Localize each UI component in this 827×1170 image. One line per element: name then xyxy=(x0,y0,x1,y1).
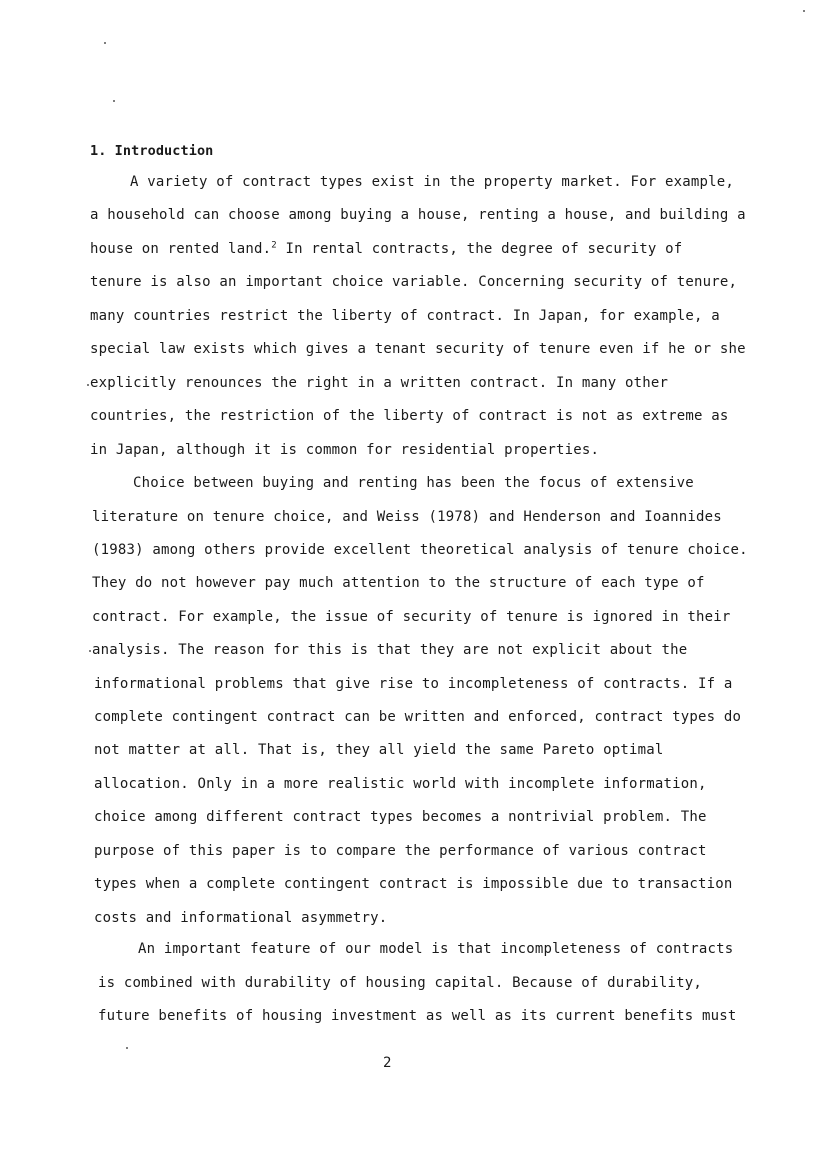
paragraph-line-text: house on rented land. xyxy=(90,241,272,257)
paragraph-line: They do not however pay much attention to the structure of each type of xyxy=(92,575,705,591)
paragraph-line: analysis. The reason for this is that they are not explicit about the xyxy=(92,642,688,658)
paragraph-line: is combined with durability of housing capital. Because of durability, xyxy=(98,975,703,991)
scan-speck xyxy=(113,100,115,102)
paragraph-line: Choice between buying and renting has been the focus of extensive xyxy=(133,475,694,491)
scan-speck xyxy=(104,42,106,44)
paragraph-line: many countries restrict the liberty of contract. In Japan, for example, a xyxy=(90,308,720,324)
paragraph-line: countries, the restriction of the liberty of contract is not as extreme as xyxy=(90,408,729,424)
paragraph-line: complete contingent contract can be written and enforced, contract types do xyxy=(94,709,742,725)
paragraph-line: special law exists which gives a tenant security of tenure even if he or she xyxy=(90,341,746,357)
scan-speck xyxy=(126,1047,128,1049)
paragraph-line: future benefits of housing investment as well as its current benefits must xyxy=(98,1008,737,1024)
paragraph-line: allocation. Only in a more realistic world with incomplete information, xyxy=(94,776,707,792)
paragraph-line: informational problems that give rise to incompleteness of contracts. If a xyxy=(94,676,733,692)
scan-speck xyxy=(89,650,91,652)
paragraph-line xyxy=(90,241,682,257)
page-number: 2 xyxy=(383,1055,392,1071)
paragraph-line: in Japan, although it is common for residential properties. xyxy=(90,442,600,458)
paragraph-line: costs and informational asymmetry. xyxy=(94,910,388,926)
paragraph-line: An important feature of our model is that incompleteness of contracts xyxy=(138,941,734,957)
section-heading: 1. Introduction xyxy=(90,143,214,159)
paragraph-line-text: In rental contracts, the degree of security of xyxy=(276,241,683,257)
paragraph-line: tenure is also an important choice variable. Concerning security of tenure, xyxy=(90,274,738,290)
paragraph-line: choice among different contract types becomes a nontrivial problem. The xyxy=(94,809,707,825)
paragraph-line: not matter at all. That is, they all yield the same Pareto optimal xyxy=(94,742,664,758)
paragraph-line: contract. For example, the issue of security of tenure is ignored in their xyxy=(92,609,731,625)
scan-speck xyxy=(803,10,805,12)
paragraph-line: A variety of contract types exist in the property market. For example, xyxy=(130,174,735,190)
paragraph-line: (1983) among others provide excellent theoretical analysis of tenure choice. xyxy=(92,542,748,558)
paragraph-line: explicitly renounces the right in a written contract. In many other xyxy=(90,375,669,391)
scan-speck xyxy=(87,384,89,386)
paragraph-line: literature on tenure choice, and Weiss (1978) and Henderson and Ioannides xyxy=(92,509,722,525)
paragraph-line: types when a complete contingent contract is impossible due to transaction xyxy=(94,876,733,892)
paragraph-line: purpose of this paper is to compare the performance of various contract xyxy=(94,843,707,859)
footnote-mark: 2 xyxy=(271,240,277,251)
paragraph-line: a household can choose among buying a house, renting a house, and building a xyxy=(90,207,746,223)
